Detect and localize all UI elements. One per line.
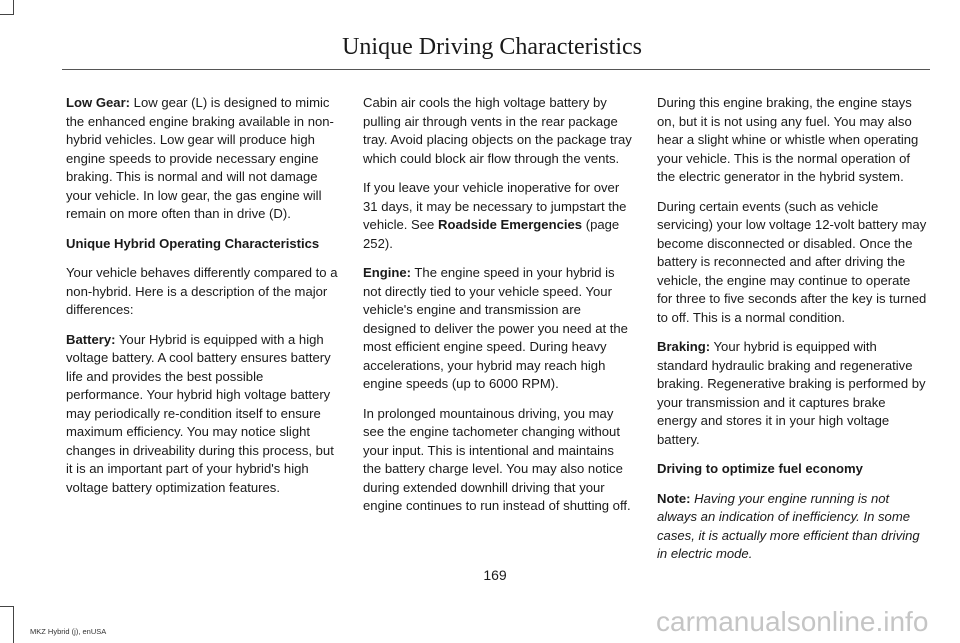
page-number: 169: [483, 567, 507, 583]
paragraph-mountainous: In prolonged mountainous driving, you may see the engine tachometer changing without your input. This is intentional and maintains the battery charge level. You may also notice during extended downhill driving that your engine continues to run instead of shutting off.: [363, 405, 631, 513]
footer-doc-label: MKZ Hybrid (j), enUSA: [30, 627, 107, 636]
crop-mark-top-left-h: [0, 14, 14, 15]
paragraph-inoperative: [363, 179, 635, 253]
label-note: Note:: [657, 490, 691, 506]
label-engine: Engine:: [363, 265, 412, 280]
text-engine: The engine speed in your hybrid is not directly tied to your vehicle speed. Your vehicle's engine and transmission are designed to deliver the power you need at the most efficient engine speed. During heavy accelerations, your hybrid may reach high engine speeds (up to 6000 RPM).: [363, 265, 628, 391]
paragraph-servicing: During certain events (such as vehicle servicing) your low voltage 12-volt battery may become disconnected or disabled. Once the battery is reconnected and after driving the vehicle, the engine may continue to operate for three to five seconds after the key is turned to off. This is a normal condition.: [657, 198, 927, 325]
text-low-gear: Low gear (L) is designed to mimic the enhanced engine braking available in non-hybrid vehicles. Low gear will produce high engine speeds to provide necessary engine braking. This is normal and will not damage your vehicle. In low gear, the gas engine will remain on more often than in drive (D).: [66, 95, 334, 221]
text-inoperative: If you leave your vehicle inoperative for over 31 days, it may be necessary to jumpstart the vehicle. See: [363, 180, 627, 232]
crop-mark-bottom-left: [13, 606, 14, 643]
paragraph-braking: [657, 338, 929, 449]
paragraph-engine: [363, 264, 635, 394]
label-low-gear: Low Gear:: [66, 95, 131, 110]
crop-mark-bottom-left-h: [0, 606, 14, 607]
watermark: carmanualsonline.info: [656, 606, 929, 637]
label-braking: Braking:: [657, 339, 711, 354]
text-column-2: [363, 94, 635, 527]
text-braking: Your hybrid is equipped with standard hydraulic braking and regenerative braking. Regenerative braking is performed by your transmission and it captures brake energy and stores it in your high voltage battery.: [657, 339, 926, 447]
paragraph-cabin-air: Cabin air cools the high voltage battery by pulling air through vents in the rear package tray. Avoid placing objects on the package tray which could block air flow through the vents.: [363, 95, 632, 166]
label-battery: Battery:: [66, 331, 116, 347]
paragraph-note: [657, 490, 929, 564]
header-divider: [62, 69, 930, 70]
paragraph-battery: [66, 331, 338, 498]
paragraph-engine-braking: During this engine braking, the engine stays on, but it is not using any fuel. You may also hear a slight whine or whistle when operating your vehicle. This is the normal operation of the electric generator in the hybrid system.: [657, 95, 919, 184]
text-note: Having your engine running is not always an indication of inefficiency. In some cases, it is actually more efficient than driving in electric mode.: [657, 490, 920, 561]
text-column-3: [657, 94, 929, 575]
paragraph-behaves-differently: Your vehicle behaves differently compared to a non-hybrid. Here is a description of the major differences:: [66, 265, 338, 317]
heading-fuel-economy: Driving to optimize fuel economy: [657, 461, 863, 476]
link-roadside-emergencies[interactable]: Roadside Emergencies: [437, 217, 583, 232]
paragraph-low-gear: [66, 94, 338, 224]
page-title: Unique Driving Characteristics: [342, 34, 642, 60]
text-column-1: [66, 94, 338, 508]
text-page-ref: (page 252).: [363, 217, 620, 251]
crop-mark-top-left: [13, 0, 14, 14]
heading-hybrid-characteristics: Unique Hybrid Operating Characteristics: [66, 235, 320, 251]
text-battery: Your Hybrid is equipped with a high voltage battery. A cool battery ensures battery life and provides the best possible performance. Your hybrid high voltage battery may periodically re-condition itself to ensure maximum efficiency. You may notice slight changes in driveability during this process, but it is an important part of your hybrid's high voltage battery optimization features.: [66, 331, 334, 495]
